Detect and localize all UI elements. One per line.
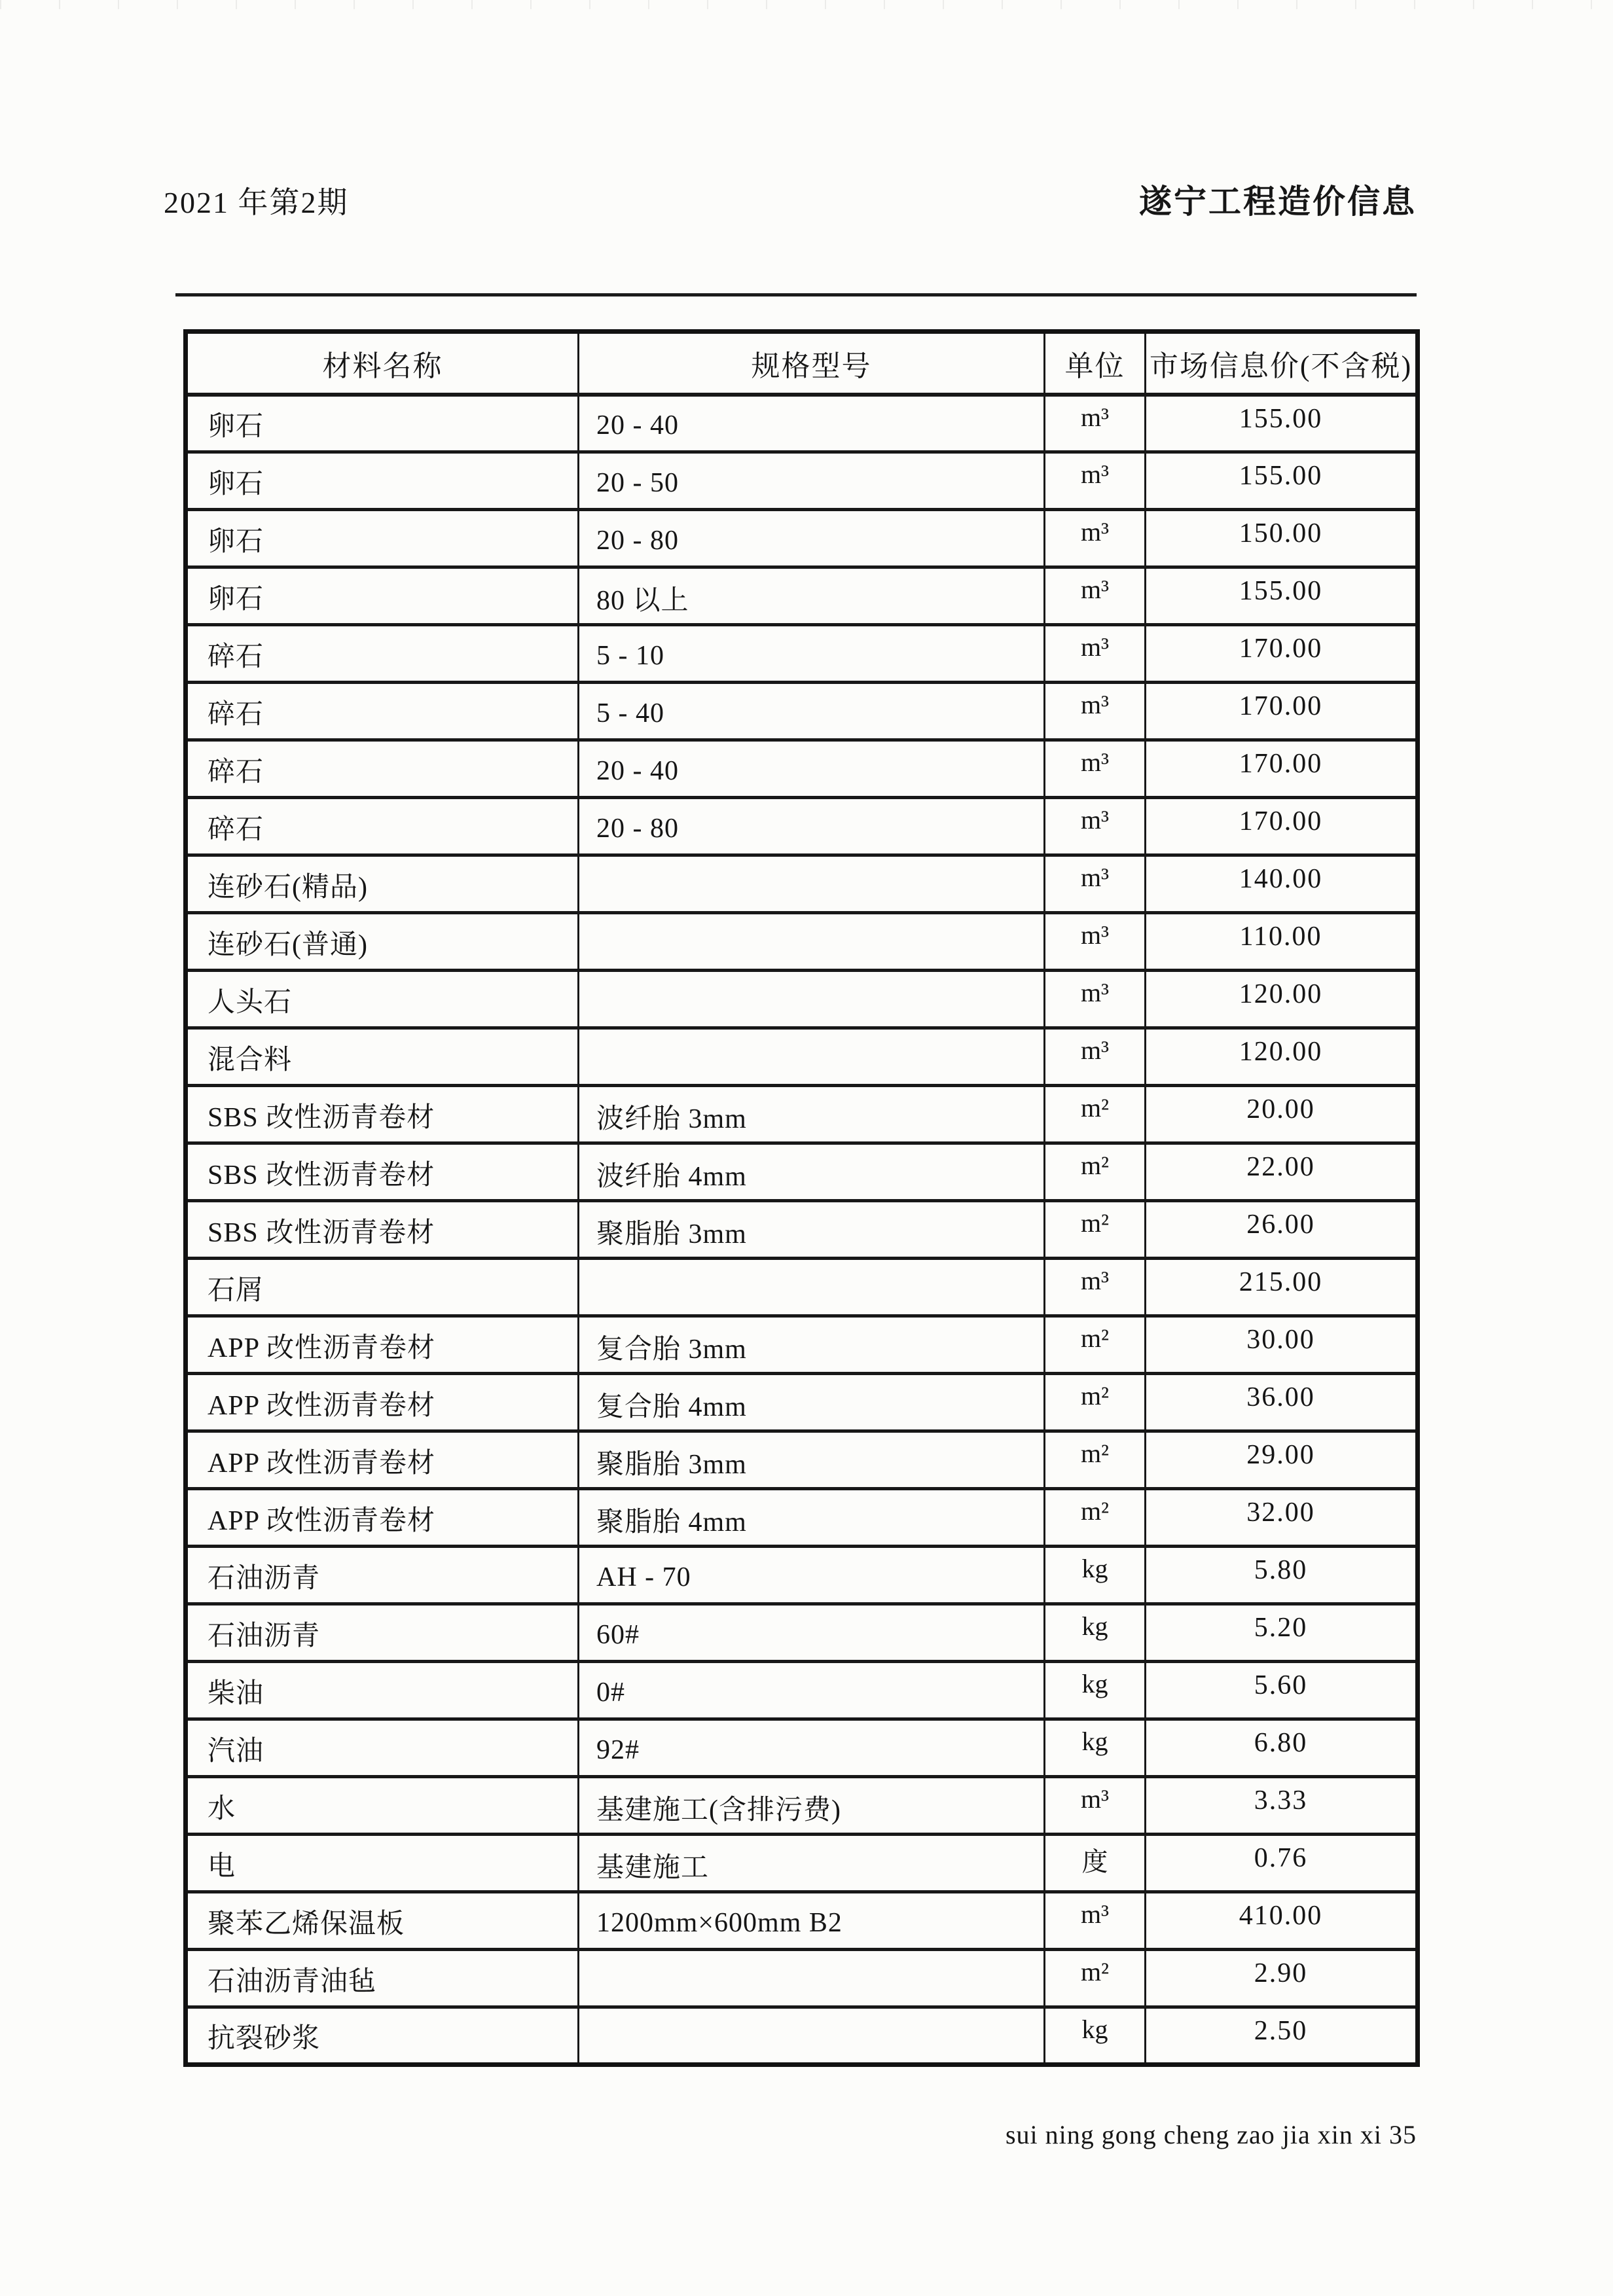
price-cell: 110.00: [1146, 913, 1418, 971]
price-cell: 140.00: [1146, 855, 1418, 913]
spec-cell: 复合胎 4mm: [579, 1374, 1045, 1431]
material-name-cell: 碎石: [186, 625, 579, 683]
table-row: [186, 625, 1418, 683]
unit-cell: 度: [1045, 1835, 1146, 1892]
material-name-cell: APP 改性沥青卷材: [186, 1374, 579, 1431]
price-cell: 5.60: [1146, 1662, 1418, 1719]
price-cell: 170.00: [1146, 798, 1418, 855]
unit-cell: kg: [1045, 1604, 1146, 1662]
unit-cell: m³: [1045, 798, 1146, 855]
issue-label: 2021 年第2期: [164, 186, 349, 219]
unit-cell: m³: [1045, 625, 1146, 683]
material-name-cell: 石屑: [186, 1259, 579, 1316]
spec-cell: [579, 1950, 1045, 2007]
table-row: [186, 740, 1418, 798]
price-cell: 22.00: [1146, 1143, 1418, 1201]
material-name-cell: 石油沥青: [186, 1547, 579, 1604]
price-cell: 150.00: [1146, 510, 1418, 567]
spec-cell: 聚脂胎 3mm: [579, 1201, 1045, 1259]
price-cell: 120.00: [1146, 971, 1418, 1028]
table-row: [186, 1547, 1418, 1604]
material-name-cell: APP 改性沥青卷材: [186, 1431, 579, 1489]
header-rule: [175, 293, 1417, 296]
spec-cell: 80 以上: [579, 567, 1045, 625]
price-cell: 410.00: [1146, 1892, 1418, 1950]
spec-cell: [579, 971, 1045, 1028]
header-unit: 单位: [1045, 332, 1146, 395]
material-name-cell: 卵石: [186, 567, 579, 625]
table-row: [186, 1835, 1418, 1892]
price-table: [183, 329, 1420, 2067]
table-row: [186, 1259, 1418, 1316]
spec-cell: AH - 70: [579, 1547, 1045, 1604]
price-cell: 26.00: [1146, 1201, 1418, 1259]
material-name-cell: 碎石: [186, 683, 579, 740]
unit-cell: m²: [1045, 1201, 1146, 1259]
price-cell: 29.00: [1146, 1431, 1418, 1489]
spec-cell: 5 - 10: [579, 625, 1045, 683]
table-row: [186, 971, 1418, 1028]
spec-cell: 复合胎 3mm: [579, 1316, 1045, 1374]
material-name-cell: 电: [186, 1835, 579, 1892]
table-row: [186, 1604, 1418, 1662]
price-cell: 155.00: [1146, 452, 1418, 510]
journal-title: 遂宁工程造价信息: [1139, 183, 1417, 220]
header-spec-model: 规格型号: [579, 332, 1045, 395]
unit-cell: kg: [1045, 1719, 1146, 1777]
material-name-cell: 连砂石(精品): [186, 855, 579, 913]
unit-cell: m³: [1045, 1777, 1146, 1835]
table-row: [186, 1316, 1418, 1374]
price-cell: 36.00: [1146, 1374, 1418, 1431]
material-name-cell: 石油沥青油毡: [186, 1950, 579, 2007]
unit-cell: kg: [1045, 1547, 1146, 1604]
spec-cell: [579, 1259, 1045, 1316]
material-name-cell: 混合料: [186, 1028, 579, 1086]
table-row: [186, 913, 1418, 971]
unit-cell: m³: [1045, 452, 1146, 510]
unit-cell: m³: [1045, 740, 1146, 798]
table-row: [186, 1143, 1418, 1201]
table-row: [186, 1374, 1418, 1431]
unit-cell: m²: [1045, 1431, 1146, 1489]
price-cell: 30.00: [1146, 1316, 1418, 1374]
spec-cell: 0#: [579, 1662, 1045, 1719]
unit-cell: kg: [1045, 1662, 1146, 1719]
unit-cell: m²: [1045, 1143, 1146, 1201]
material-name-cell: 汽油: [186, 1719, 579, 1777]
material-name-cell: 连砂石(普通): [186, 913, 579, 971]
material-name-cell: 人头石: [186, 971, 579, 1028]
material-name-cell: SBS 改性沥青卷材: [186, 1201, 579, 1259]
unit-cell: m³: [1045, 1892, 1146, 1950]
unit-cell: m³: [1045, 855, 1146, 913]
material-name-cell: APP 改性沥青卷材: [186, 1316, 579, 1374]
price-cell: 155.00: [1146, 567, 1418, 625]
table-row: [186, 855, 1418, 913]
material-name-cell: 卵石: [186, 510, 579, 567]
table-row: [186, 1892, 1418, 1950]
unit-cell: m²: [1045, 1374, 1146, 1431]
spec-cell: 基建施工: [579, 1835, 1045, 1892]
spec-cell: 聚脂胎 3mm: [579, 1431, 1045, 1489]
page-header: [164, 175, 1417, 223]
price-cell: 155.00: [1146, 395, 1418, 452]
table-row: [186, 510, 1418, 567]
price-cell: 5.80: [1146, 1547, 1418, 1604]
spec-cell: 20 - 80: [579, 798, 1045, 855]
table-row: [186, 1950, 1418, 2007]
price-cell: 120.00: [1146, 1028, 1418, 1086]
spec-cell: 波纤胎 4mm: [579, 1143, 1045, 1201]
material-name-cell: SBS 改性沥青卷材: [186, 1086, 579, 1143]
price-cell: 20.00: [1146, 1086, 1418, 1143]
price-cell: 5.20: [1146, 1604, 1418, 1662]
price-cell: 2.50: [1146, 2007, 1418, 2065]
material-name-cell: 碎石: [186, 798, 579, 855]
scan-artifact: [0, 0, 1613, 9]
table-row: [186, 1489, 1418, 1547]
table-header-row: [186, 332, 1418, 395]
price-cell: 6.80: [1146, 1719, 1418, 1777]
unit-cell: m³: [1045, 913, 1146, 971]
unit-cell: m³: [1045, 1028, 1146, 1086]
price-cell: 2.90: [1146, 1950, 1418, 2007]
table-row: [186, 1086, 1418, 1143]
spec-cell: [579, 2007, 1045, 2065]
unit-cell: m³: [1045, 683, 1146, 740]
material-name-cell: 石油沥青: [186, 1604, 579, 1662]
table-row: [186, 683, 1418, 740]
unit-cell: m²: [1045, 1950, 1146, 2007]
spec-cell: [579, 855, 1045, 913]
table-row: [186, 1201, 1418, 1259]
spec-cell: 5 - 40: [579, 683, 1045, 740]
material-name-cell: 柴油: [186, 1662, 579, 1719]
material-name-cell: SBS 改性沥青卷材: [186, 1143, 579, 1201]
page-footer: sui ning gong cheng zao jia xin xi 35: [1005, 2120, 1417, 2149]
table-row: [186, 1431, 1418, 1489]
table-row: [186, 798, 1418, 855]
spec-cell: 20 - 40: [579, 395, 1045, 452]
unit-cell: m³: [1045, 971, 1146, 1028]
table-row: [186, 1662, 1418, 1719]
unit-cell: m²: [1045, 1316, 1146, 1374]
spec-cell: [579, 1028, 1045, 1086]
price-cell: 0.76: [1146, 1835, 1418, 1892]
table-row: [186, 567, 1418, 625]
material-name-cell: 碎石: [186, 740, 579, 798]
spec-cell: 1200mm×600mm B2: [579, 1892, 1045, 1950]
spec-cell: 聚脂胎 4mm: [579, 1489, 1045, 1547]
unit-cell: kg: [1045, 2007, 1146, 2065]
material-name-cell: 聚苯乙烯保温板: [186, 1892, 579, 1950]
spec-cell: 20 - 50: [579, 452, 1045, 510]
table-row: [186, 1028, 1418, 1086]
table-row: [186, 395, 1418, 452]
header-material-name: 材料名称: [186, 332, 579, 395]
price-cell: 170.00: [1146, 625, 1418, 683]
material-name-cell: APP 改性沥青卷材: [186, 1489, 579, 1547]
spec-cell: 20 - 40: [579, 740, 1045, 798]
spec-cell: 92#: [579, 1719, 1045, 1777]
material-name-cell: 抗裂砂浆: [186, 2007, 579, 2065]
spec-cell: [579, 913, 1045, 971]
unit-cell: m²: [1045, 1489, 1146, 1547]
price-cell: 3.33: [1146, 1777, 1418, 1835]
table-row: [186, 2007, 1418, 2065]
spec-cell: 20 - 80: [579, 510, 1045, 567]
unit-cell: m³: [1045, 1259, 1146, 1316]
price-cell: 170.00: [1146, 740, 1418, 798]
price-table-body: [186, 395, 1418, 2065]
spec-cell: 60#: [579, 1604, 1045, 1662]
price-cell: 170.00: [1146, 683, 1418, 740]
unit-cell: m³: [1045, 395, 1146, 452]
unit-cell: m³: [1045, 510, 1146, 567]
unit-cell: m³: [1045, 567, 1146, 625]
unit-cell: m²: [1045, 1086, 1146, 1143]
material-name-cell: 水: [186, 1777, 579, 1835]
price-cell: 215.00: [1146, 1259, 1418, 1316]
table-row: [186, 1719, 1418, 1777]
header-market-price: 市场信息价(不含税): [1146, 332, 1418, 395]
spec-cell: 波纤胎 3mm: [579, 1086, 1045, 1143]
material-name-cell: 卵石: [186, 395, 579, 452]
table-row: [186, 1777, 1418, 1835]
material-name-cell: 卵石: [186, 452, 579, 510]
table-row: [186, 452, 1418, 510]
spec-cell: 基建施工(含排污费): [579, 1777, 1045, 1835]
price-cell: 32.00: [1146, 1489, 1418, 1547]
